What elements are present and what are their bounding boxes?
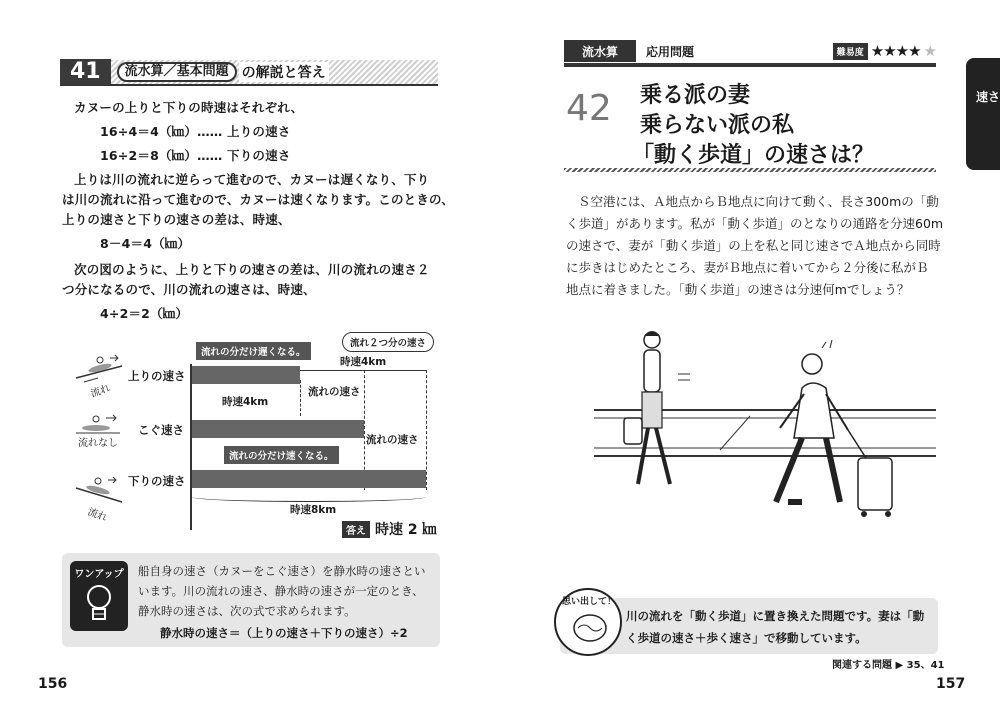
category-badge: 流水算	[564, 40, 636, 62]
badge-label: ワンアップ	[74, 569, 124, 580]
up-speed-label: 時速4km	[222, 396, 269, 408]
problem-number: 41	[60, 59, 111, 85]
down-speed-brace	[192, 492, 426, 502]
row-label-still: こぐ速さ	[138, 423, 184, 437]
difficulty	[833, 42, 936, 60]
side-tab-speed	[966, 58, 1000, 170]
side-tab-label: 速さ	[976, 90, 1000, 104]
icon-down-label: 流れ	[86, 506, 109, 524]
problem-title	[566, 74, 936, 170]
hint-box	[560, 598, 938, 654]
right-page	[500, 0, 1000, 711]
one-up-formula: 静水時の速さ＝（上りの速さ＋下りの速さ）÷2	[160, 626, 408, 640]
page-number-left: 156	[38, 676, 68, 692]
body-line: 次の図のように、上りと下りの速さの差は、川の流れの速さ２	[74, 262, 430, 277]
equation-line: 16÷4＝4（㎞）…… 上りの速さ	[100, 124, 291, 139]
one-up-line: 静水時の速さは、次の式で求められます。	[138, 604, 356, 618]
body-line: は川の流れに沿って進むので、カヌーは速くなります。このときの、	[62, 192, 454, 207]
remember-icon	[554, 588, 622, 656]
row-label-up: 上りの速さ	[128, 369, 186, 383]
diagram-axis	[190, 364, 192, 530]
speed-8-label: 時速8km	[290, 504, 337, 516]
hint-line: く歩道の速さ＋歩く速さ」で移動しています。	[626, 631, 867, 645]
brain-icon	[570, 608, 610, 648]
title-underline	[564, 168, 936, 172]
difficulty-star-empty: ★	[923, 42, 936, 60]
lightbulb-badge	[70, 561, 128, 631]
speed-4-arrow	[300, 370, 426, 371]
answer	[342, 519, 437, 539]
equation-line: 4÷2＝2（㎞）	[100, 306, 189, 321]
canoe-still-icon	[76, 410, 122, 434]
one-up-line: います。川の流れの速さ、静水時の速さが一定のとき、	[138, 584, 424, 598]
body-line: つ分になるので、川の流れの速さは、時速、	[62, 282, 316, 297]
problem-line: く歩道」があります。私が「動く歩道」のとなりの通路を分速60m	[566, 216, 944, 231]
up-speed-bar	[192, 366, 300, 384]
question-number: 42	[566, 88, 612, 129]
remember-label: 思い出して！	[562, 597, 617, 607]
problem-type: 応用問題	[646, 44, 695, 59]
title-line: 乗らない派の私	[640, 113, 795, 138]
hint-line: 川の流れを「動く歩道」に置き換えた問題です。妻は「動	[626, 609, 925, 623]
header-pill: 流水算／基本問題	[117, 62, 237, 82]
speed-diagram	[72, 330, 442, 540]
problem-line: Ｓ空港には、Ａ地点からＢ地点に向けて動く、長さ300mの「動	[578, 194, 939, 209]
answer-tag: 答え	[342, 521, 370, 538]
lightbulb-icon	[84, 583, 114, 625]
title-line: 乗る派の妻	[640, 83, 751, 108]
one-up-line: 船自身の速さ（カヌーをこぐ速さ）を静水時の速さとい	[138, 564, 426, 578]
divider	[300, 380, 301, 416]
header-title: の解説と答え	[239, 62, 329, 82]
related-problems: 関連する問題 ▶ 35、41	[832, 660, 945, 671]
row-label-down: 下りの速さ	[128, 474, 186, 488]
still-speed-bar	[192, 420, 364, 438]
down-speed-bar	[192, 470, 426, 488]
answer-value: 時速 2 ㎞	[375, 522, 437, 538]
icon-still-label: 流れなし	[78, 438, 118, 449]
title-line: 「動く歩道」の速さは？	[632, 143, 875, 168]
body-line: カヌーの上りと下りの時速はそれぞれ、	[74, 100, 304, 115]
body-line: 上りは川の流れに逆らって進むので、カヌーは遅くなり、下り	[74, 172, 430, 187]
icon-up-label: 流れ	[89, 382, 112, 400]
problem-line: 地点に着きました。「動く歩道」の速さは分速何mでしょう？	[566, 282, 910, 297]
header-rule	[564, 63, 936, 67]
divider	[426, 370, 427, 490]
callout-slow: 流れの分だけ遅くなる。	[196, 342, 311, 360]
difficulty-stars: ★★★★	[870, 42, 921, 60]
problem-line: に歩きはじめたところ、妻がＢ地点に着いてから２分後に私がＢ	[566, 260, 929, 275]
flow-speed-label-2: 流れの速さ	[366, 434, 419, 446]
one-up-box	[62, 553, 440, 647]
problem-header	[564, 40, 936, 62]
problem-line: の速さで、妻が「動く歩道」の上を私と同じ速さでＡ地点から同時	[566, 238, 941, 253]
body-line: 上りの速さと下りの速さの差は、時速、	[62, 212, 291, 227]
moving-walkway-illustration	[590, 318, 950, 528]
equation-line: 8－4＝4（㎞）	[100, 236, 191, 251]
difficulty-label: 難易度	[833, 43, 868, 60]
flow-speed-label-1: 流れの速さ	[308, 386, 361, 398]
callout-fast: 流れの分だけ速くなる。	[224, 446, 339, 464]
equation-line: 16÷2＝8（㎞）…… 下りの速さ	[100, 148, 291, 163]
page-number-right: 157	[936, 676, 966, 692]
solution-header	[60, 60, 438, 86]
speed-4-label: 時速4km	[340, 356, 387, 368]
callout-two-flows: 流れ２つ分の速さ	[342, 332, 434, 352]
